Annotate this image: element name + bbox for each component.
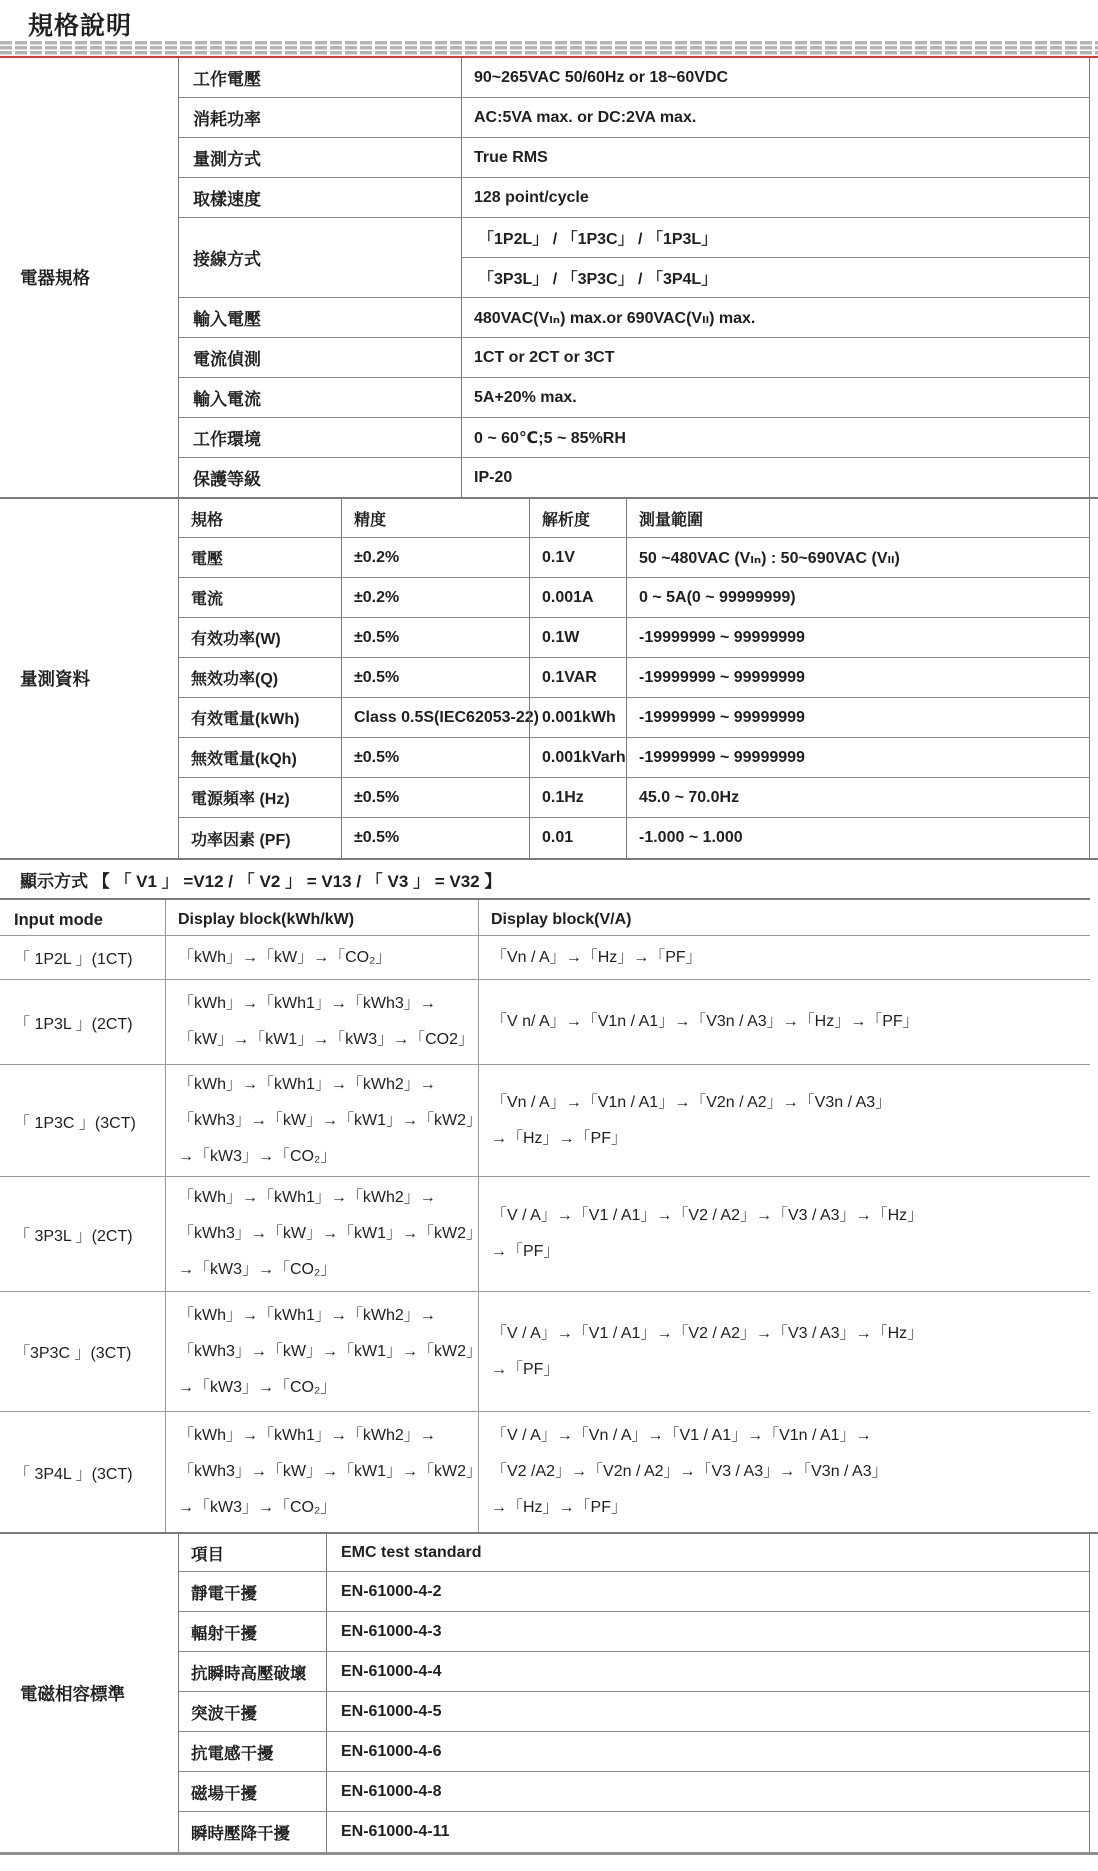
display-row-1p2l [0, 936, 1090, 980]
measurement-data-section [0, 497, 1098, 858]
column-header: 精度 [341, 499, 529, 537]
range-value: -19999999 ~ 99999999 [626, 738, 1089, 777]
chain-line: →「PF」 [491, 1360, 560, 1378]
input-mode: 「 1P3C 」(3CT) [14, 1114, 136, 1132]
emc-item: 抗瞬時高壓破壞 [191, 1664, 307, 1683]
chain-line: 「kW」→「kW1」→「kW3」→「CO2」 [178, 1031, 475, 1048]
chain-line: →「kW3」→「CO₂」 [178, 1378, 337, 1396]
table-row [179, 738, 1089, 778]
table-row [179, 138, 1089, 178]
chain-line: →「kW3」→「CO₂」 [178, 1499, 337, 1516]
input-mode: 「 1P2L 」(1CT) [14, 951, 133, 968]
chain-line: 「kWh」→「kWh1」→「kWh3」→ [178, 995, 436, 1012]
chain-line: 「kWh」→「kWh1」→「kWh2」→ [178, 1076, 436, 1093]
chain-line: 「V / A」→「V1 / A1」→「V2 / A2」→「V3 / A3」→「Hz」 [491, 1207, 924, 1224]
accuracy-value: ±0.5% [341, 618, 529, 657]
measure-name: 有效電量(kWh) [191, 711, 300, 728]
table-row [179, 698, 1089, 738]
measure-name: 有效功率(W) [191, 631, 281, 648]
chain-line: 「Vn / A」→「Hz」→「PF」 [491, 948, 702, 966]
chain-line: 「kWh3」→「kW」→「kW1」→「kW2」 [178, 1112, 483, 1129]
range-value: 45.0 ~ 70.0Hz [626, 778, 1089, 817]
spec-name: 電流偵測 [193, 350, 261, 369]
display-mode-heading: 顯示方式 【 「 V1 」 =V12 / 「 V2 」 = V13 / 「 V3 」 = V32 】 [0, 858, 1098, 898]
chain-line: 「Vn / A」→「V1n / A1」→「V2n / A2」→「V3n / A3」 [491, 1094, 892, 1111]
emc-item: 抗電感干擾 [191, 1744, 274, 1763]
measure-name: 功率因素 (PF) [191, 831, 291, 849]
measurement-header-row [179, 499, 1089, 538]
accuracy-value: ±0.2% [341, 578, 529, 617]
kwh-chain [165, 936, 478, 979]
spec-name: 消耗功率 [193, 110, 261, 129]
column-header: Input mode [14, 910, 103, 929]
display-row-3p4l [0, 1412, 1090, 1532]
table-row [179, 298, 1089, 338]
table-row-wiring [179, 218, 1089, 298]
wiring-value-1: 「1P2L」 / 「1P3C」 / 「1P3L」 [462, 218, 1089, 258]
table-row [179, 1652, 1089, 1692]
chain-line: 「kWh3」→「kW」→「kW1」→「kW2」 [178, 1225, 483, 1242]
display-row-3p3c [0, 1292, 1090, 1412]
kwh-chain [165, 980, 478, 1064]
va-chain [478, 1292, 1090, 1411]
table-row [179, 618, 1089, 658]
range-value: 50 ~480VAC (Vₗₙ) : 50~690VAC (Vₗₗ) [626, 538, 1089, 577]
spec-value: 480VAC(Vₗₙ) max.or 690VAC(Vₗₗ) max. [461, 298, 1089, 337]
input-mode: 「3P3C 」(3CT) [14, 1345, 132, 1362]
display-row-3p3l [0, 1177, 1090, 1292]
emc-item: 輻射干擾 [191, 1624, 257, 1643]
spec-name: 工作電壓 [193, 70, 261, 89]
display-mode-table [0, 898, 1090, 1532]
table-row [179, 538, 1089, 578]
input-mode: 「 3P4L 」(3CT) [14, 1465, 133, 1483]
chain-line: 「kWh」→「kWh1」→「kWh2」→ [178, 1189, 436, 1206]
kwh-chain [165, 1177, 483, 1291]
measure-name: 電流 [191, 591, 224, 608]
spec-name: 接線方式 [193, 250, 261, 269]
measure-name: 電壓 [191, 551, 224, 568]
table-row [179, 658, 1089, 698]
emc-standard: EN-61000-4-2 [326, 1572, 1089, 1611]
column-header: 項目 [191, 1545, 224, 1564]
emc-item: 突波干擾 [191, 1704, 257, 1723]
table-row [179, 1812, 1089, 1852]
chain-line: →「kW3」→「CO₂」 [178, 1148, 337, 1165]
spec-name: 輸入電壓 [193, 310, 261, 329]
emc-table [178, 1534, 1090, 1852]
emc-item: 靜電干擾 [191, 1584, 257, 1603]
decorative-hatch-band [0, 40, 1098, 56]
chain-line: 「V n/ A」→「V1n / A1」→「V3n / A3」→「Hz」→「PF」 [491, 1013, 919, 1030]
table-row [179, 1612, 1089, 1652]
resolution-value: 0.001kVarh [529, 738, 626, 777]
display-row-1p3c [0, 1065, 1090, 1177]
spec-value: 5A+20% max. [461, 378, 1089, 417]
range-value: -19999999 ~ 99999999 [626, 698, 1089, 737]
resolution-value: 0.001A [529, 578, 626, 617]
spec-name: 工作環境 [193, 430, 261, 449]
chain-line: 「kWh」→「kWh1」→「kWh2」→ [178, 1306, 436, 1324]
va-chain [478, 1065, 1090, 1177]
spec-value: 90~265VAC 50/60Hz or 18~60VDC [461, 58, 1089, 97]
resolution-value: 0.1Hz [529, 778, 626, 817]
chain-line: 「V / A」→「Vn / A」→「V1 / A1」→「V1n / A1」→ [491, 1427, 872, 1444]
display-header-row [0, 900, 1090, 936]
input-mode: 「 3P3L 」(2CT) [14, 1227, 133, 1245]
page-title: 規格說明 [28, 12, 133, 40]
resolution-value: 0.01 [529, 818, 626, 858]
accuracy-value: ±0.5% [341, 818, 529, 858]
emc-standards-section [0, 1532, 1098, 1852]
chain-line: →「PF」 [491, 1243, 560, 1260]
accuracy-value: ±0.5% [341, 658, 529, 697]
emc-standard: EN-61000-4-4 [326, 1652, 1089, 1691]
electrical-specs-table [178, 58, 1090, 497]
chain-line: 「kWh」→「kWh1」→「kWh2」→ [178, 1427, 436, 1444]
bottom-rule [0, 1852, 1098, 1855]
spec-value-group [461, 218, 1089, 297]
table-row [179, 378, 1089, 418]
emc-standard: EN-61000-4-11 [326, 1812, 1089, 1852]
emc-item: 瞬時壓降干擾 [191, 1825, 290, 1843]
column-header [478, 900, 1090, 940]
table-row [179, 458, 1089, 497]
section-label-measurement: 量測資料 [20, 669, 90, 689]
kwh-chain [165, 1065, 483, 1177]
spec-value: AC:5VA max. or DC:2VA max. [461, 98, 1089, 137]
range-value: 0 ~ 5A(0 ~ 99999999) [626, 578, 1089, 617]
chain-line: 「kWh3」→「kW」→「kW1」→「kW2」 [178, 1342, 483, 1360]
table-row [179, 818, 1089, 858]
va-chain [478, 1412, 1090, 1532]
range-value: -1.000 ~ 1.000 [626, 818, 1089, 858]
chain-line: 「kWh3」→「kW」→「kW1」→「kW2」 [178, 1463, 483, 1480]
table-row [179, 1732, 1089, 1772]
chain-line: 「V2 /A2」→「V2n / A2」→「V3 / A3」→「V3n / A3」 [491, 1463, 888, 1480]
table-row [179, 1572, 1089, 1612]
chain-line: 「kWh」→「kW」→「CO₂」 [178, 948, 392, 966]
column-header: 測量範圍 [626, 499, 1089, 537]
range-value: -19999999 ~ 99999999 [626, 658, 1089, 697]
wiring-value-2: 「3P3L」 / 「3P3C」 / 「3P4L」 [478, 271, 718, 288]
table-row [179, 418, 1089, 458]
accuracy-value: ±0.5% [341, 778, 529, 817]
spec-name: 輸入電流 [193, 390, 261, 409]
range-value: -19999999 ~ 99999999 [626, 618, 1089, 657]
measure-name: 無效功率(Q) [191, 671, 279, 688]
column-header [165, 900, 478, 940]
section-label-electrical: 電器規格 [20, 268, 90, 288]
spec-value: 1CT or 2CT or 3CT [461, 338, 1089, 377]
emc-standard: EN-61000-4-8 [326, 1772, 1089, 1811]
chain-line: →「Hz」→「PF」 [491, 1499, 628, 1516]
spec-name: 量測方式 [193, 150, 261, 169]
va-chain [478, 936, 1090, 979]
va-chain [478, 980, 1090, 1064]
chain-line: →「Hz」→「PF」 [491, 1130, 628, 1147]
accuracy-value: ±0.5% [341, 738, 529, 777]
table-row [179, 58, 1089, 98]
accuracy-value: ±0.2% [341, 538, 529, 577]
kwh-chain [165, 1292, 483, 1411]
section-label-emc: 電磁相容標準 [20, 1683, 125, 1704]
column-header: 規格 [191, 511, 224, 529]
spec-name: 取樣速度 [193, 190, 261, 209]
resolution-value: 0.1W [529, 618, 626, 657]
column-header: EMC test standard [326, 1534, 1089, 1571]
resolution-value: 0.1V [529, 538, 626, 577]
table-row [179, 1692, 1089, 1732]
emc-header-row [179, 1534, 1089, 1572]
resolution-value: 0.001kWh [529, 698, 626, 737]
measurement-table [178, 499, 1090, 858]
header-text: Display block(kWh/kW) [178, 911, 355, 928]
emc-standard: EN-61000-4-3 [326, 1612, 1089, 1651]
chain-line: 「V / A」→「V1 / A1」→「V2 / A2」→「V3 / A3」→「Hz」 [491, 1324, 924, 1342]
table-row [179, 778, 1089, 818]
measure-name: 電源頻率 (Hz) [191, 791, 290, 808]
spec-value: 0 ~ 60℃;5 ~ 85%RH [461, 418, 1089, 457]
table-row [179, 1772, 1089, 1812]
resolution-value: 0.1VAR [529, 658, 626, 697]
emc-standard: EN-61000-4-6 [326, 1732, 1089, 1771]
kwh-chain [165, 1412, 483, 1532]
emc-standard: EN-61000-4-5 [326, 1692, 1089, 1731]
column-header: 解析度 [529, 499, 626, 537]
spec-value: IP-20 [461, 458, 1089, 497]
table-row [179, 338, 1089, 378]
spec-value: 128 point/cycle [461, 178, 1089, 217]
header-text: Display block(V/A) [491, 911, 632, 928]
measure-name: 無效電量(kQh) [191, 751, 297, 768]
va-chain [478, 1177, 1090, 1291]
spec-name: 保護等級 [193, 470, 261, 489]
accuracy-value: Class 0.5S(IEC62053-22) [341, 698, 529, 737]
spec-value: True RMS [461, 138, 1089, 177]
emc-item: 磁場干擾 [191, 1784, 257, 1803]
table-row [179, 178, 1089, 218]
display-row-1p3l [0, 980, 1090, 1065]
table-row [179, 98, 1089, 138]
chain-line: →「kW3」→「CO₂」 [178, 1261, 337, 1278]
input-mode: 「 1P3L 」(2CT) [14, 1015, 133, 1033]
electrical-specs-section [0, 58, 1098, 497]
table-row [179, 578, 1089, 618]
